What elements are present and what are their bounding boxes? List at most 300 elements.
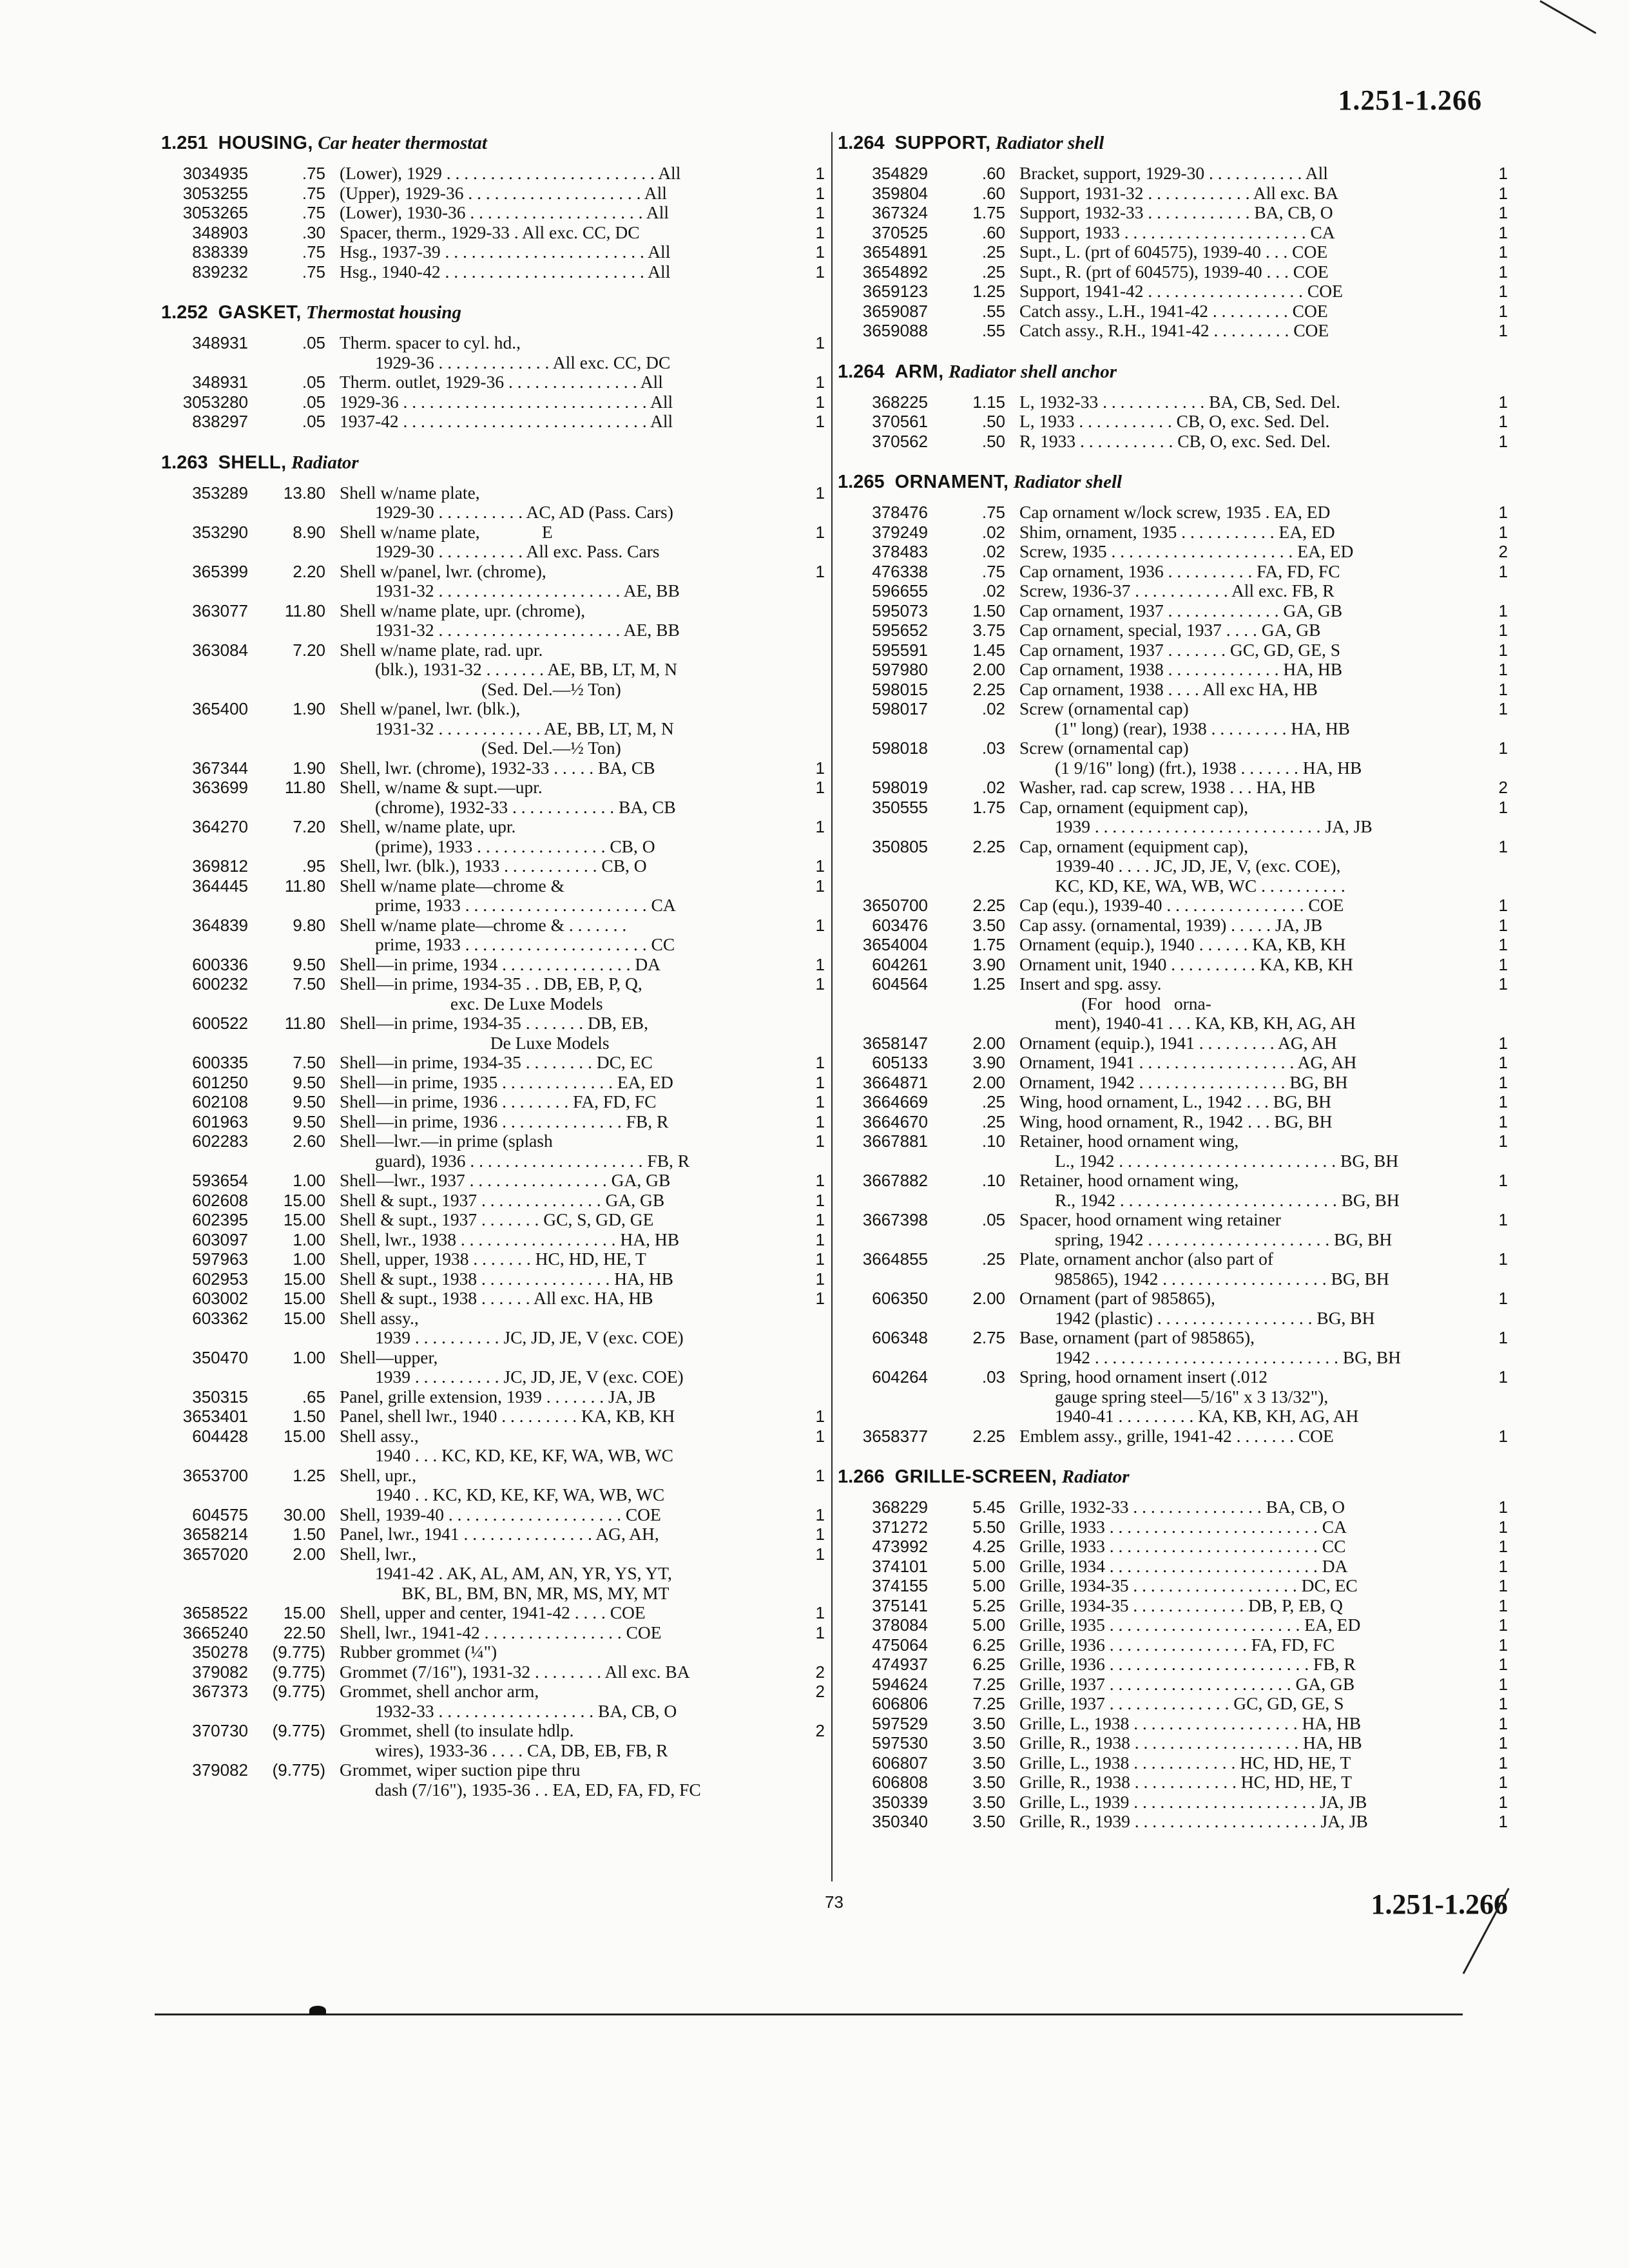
quantity: 1 xyxy=(1498,1674,1508,1694)
part-number: 353289 xyxy=(192,483,248,503)
part-number: 603362 xyxy=(192,1308,248,1328)
bottom-rule xyxy=(155,2013,1463,2015)
part-number: 838297 xyxy=(192,412,248,431)
list-price: 1.15 xyxy=(972,392,1005,412)
list-price: .25 xyxy=(981,262,1005,282)
part-number: 350555 xyxy=(872,797,928,817)
part-number: 597980 xyxy=(872,660,928,679)
quantity: 1 xyxy=(1498,321,1508,340)
part-description: Shell assy., 1939 . . . . . . . . . . JC, JD, JE, V (exc. COE) xyxy=(340,1307,684,1347)
parts-row xyxy=(161,1014,825,1053)
part-description: Shell w/panel, lwr. (blk.), 1931-32 . . . . . . . . . . . . AE, BB, LT, M, N (Sed. Del.—½ Ton) xyxy=(340,698,674,758)
list-price: .03 xyxy=(981,1367,1005,1387)
quantity: 1 xyxy=(1498,640,1508,660)
quantity: 1 xyxy=(1498,222,1508,242)
parts-row xyxy=(161,1289,825,1309)
part-description: Screw (ornamental cap) (1" long) (rear), 1938 . . . . . . . . . HA, HB xyxy=(1019,698,1351,738)
part-number: 3667882 xyxy=(862,1171,928,1190)
parts-row xyxy=(161,876,825,916)
quantity: 1 xyxy=(815,1053,825,1072)
part-description: Shell & supt., 1938 . . . . . . . . . . . . . . . HA, HB xyxy=(340,1268,673,1289)
parts-row xyxy=(161,817,825,856)
list-price: 1.50 xyxy=(972,601,1005,620)
part-number: 3667881 xyxy=(862,1131,928,1151)
list-price: 6.25 xyxy=(972,1655,1005,1674)
part-number: 363084 xyxy=(192,640,248,660)
part-number: 600522 xyxy=(192,1014,248,1033)
parts-row xyxy=(838,1073,1508,1093)
part-number: 598017 xyxy=(872,699,928,718)
parts-row xyxy=(838,1092,1508,1112)
scan-corner-mark xyxy=(1539,0,1596,34)
parts-row xyxy=(161,1760,825,1800)
part-number: 3664670 xyxy=(862,1111,928,1131)
part-description: Wing, hood ornament, R., 1942 . . . BG, BH xyxy=(1019,1111,1333,1131)
list-price: 5.45 xyxy=(972,1497,1005,1517)
list-price: .30 xyxy=(302,222,325,242)
catalog-section xyxy=(161,448,825,1800)
part-number: 598019 xyxy=(872,778,928,797)
part-description: Support, 1933 . . . . . . . . . . . . . . . . . . . . . CA xyxy=(1019,222,1335,242)
parts-row xyxy=(838,1328,1508,1367)
part-number: 350278 xyxy=(192,1642,248,1662)
list-price: 8.90 xyxy=(293,522,325,542)
list-price: 1.50 xyxy=(293,1407,325,1426)
parts-row xyxy=(838,203,1508,223)
part-number: 605133 xyxy=(872,1053,928,1072)
part-number: 597963 xyxy=(192,1249,248,1269)
quantity: 1 xyxy=(815,1072,825,1092)
list-price: 9.50 xyxy=(293,1111,325,1131)
quantity: 1 xyxy=(815,1210,825,1229)
part-description: Shell w/panel, lwr. (chrome), 1931-32 . . . . . . . . . . . . . . . . . . . . . AE, BB xyxy=(340,561,680,601)
quantity: 1 xyxy=(1498,896,1508,915)
part-description: (Lower), 1929 . . . . . . . . . . . . . . . . . . . . . . . . All xyxy=(340,163,681,183)
part-number: 3659123 xyxy=(862,282,928,301)
list-price: 3.50 xyxy=(972,1753,1005,1773)
part-number: 474937 xyxy=(872,1655,928,1674)
quantity: 1 xyxy=(1498,412,1508,431)
part-description: Shell w/name plate, E 1929-30 . . . . . . . . . . All exc. Pass. Cars xyxy=(340,521,660,561)
list-price: .60 xyxy=(981,164,1005,183)
part-description: Hsg., 1940-42 . . . . . . . . . . . . . . . . . . . . . . . All xyxy=(340,261,671,282)
part-number: 602283 xyxy=(192,1131,248,1151)
part-number: 3650700 xyxy=(862,896,928,915)
page-number: 73 xyxy=(825,1892,843,1912)
part-description: Grommet, shell (to insulate hdlp. wires), 1933-36 . . . . CA, DB, EB, FB, R xyxy=(340,1720,668,1760)
quantity: 1 xyxy=(1498,1517,1508,1537)
parts-row xyxy=(161,1544,825,1604)
quantity: 1 xyxy=(1498,1733,1508,1753)
parts-row xyxy=(838,1675,1508,1695)
part-description: Wing, hood ornament, L., 1942 . . . BG, BH xyxy=(1019,1091,1331,1111)
list-price: 11.80 xyxy=(284,778,325,797)
quantity: 1 xyxy=(815,1229,825,1249)
list-price: 15.00 xyxy=(283,1308,325,1328)
list-price: (9.775) xyxy=(272,1662,325,1682)
part-description: Shim, ornament, 1935 . . . . . . . . . . . EA, ED xyxy=(1019,521,1335,542)
list-price: 6.25 xyxy=(972,1635,1005,1655)
part-number: 363077 xyxy=(192,601,248,620)
part-description: Shell—in prime, 1936 . . . . . . . . FA, FD, FC xyxy=(340,1091,657,1111)
part-number: 370730 xyxy=(192,1721,248,1740)
part-description: Catch assy., R.H., 1941-42 . . . . . . . . . COE xyxy=(1019,320,1329,340)
section-title xyxy=(161,448,825,477)
list-price: 3.50 xyxy=(972,1812,1005,1831)
part-description: Support, 1941-42 . . . . . . . . . . . . . . . . . . COE xyxy=(1019,281,1343,301)
list-price: .25 xyxy=(981,1249,1005,1269)
part-description: Shell assy., 1940 . . . KC, KD, KE, KF, WA, WB, WC xyxy=(340,1425,674,1465)
catalog-section xyxy=(838,129,1508,341)
parts-row xyxy=(838,1615,1508,1635)
list-price: 3.75 xyxy=(972,620,1005,640)
page-range-footer: 1.251-1.266 xyxy=(1371,1888,1508,1920)
parts-row xyxy=(161,1505,825,1525)
list-price: .10 xyxy=(981,1171,1005,1190)
list-price: 2.75 xyxy=(972,1328,1005,1347)
part-number: 368229 xyxy=(872,1497,928,1517)
list-price: 15.00 xyxy=(283,1603,325,1622)
quantity: 1 xyxy=(815,1544,825,1564)
part-description: Cap ornament, 1936 . . . . . . . . . . FA, FD, FC xyxy=(1019,561,1340,581)
part-description: (Lower), 1930-36 . . . . . . . . . . . . . . . . . . . . All xyxy=(340,202,669,222)
part-description: Catch assy., L.H., 1941-42 . . . . . . . . . COE xyxy=(1019,300,1328,321)
list-price: .55 xyxy=(981,321,1005,340)
list-price: 9.50 xyxy=(293,1072,325,1092)
parts-row xyxy=(838,1655,1508,1675)
part-description: Cap ornament, 1938 . . . . . . . . . . . . . HA, HB xyxy=(1019,659,1343,679)
catalog-section xyxy=(838,358,1508,452)
part-description: Panel, shell lwr., 1940 . . . . . . . . . KA, KB, KH xyxy=(340,1406,675,1426)
catalog-section xyxy=(161,129,825,282)
part-description: Ornament (part of 985865), 1942 (plastic) . . . . . . . . . . . . . . . . . . BG, BH xyxy=(1019,1288,1375,1328)
part-number: 601250 xyxy=(192,1072,248,1092)
part-number: 3659087 xyxy=(862,301,928,321)
part-description: Shell & supt., 1938 . . . . . . All exc. HA, HB xyxy=(340,1288,653,1308)
part-number: 473992 xyxy=(872,1537,928,1556)
part-description: Shell, lwr., 1938 . . . . . . . . . . . . . . . . . . HA, HB xyxy=(340,1229,680,1249)
parts-row xyxy=(161,974,825,1014)
part-description: Therm. outlet, 1929-36 . . . . . . . . . . . . . . . All xyxy=(340,372,663,392)
quantity: 1 xyxy=(815,222,825,242)
part-description: Cap ornament, special, 1937 . . . . GA, GB xyxy=(1019,620,1321,640)
parts-row xyxy=(161,392,825,412)
list-price: 1.45 xyxy=(972,640,1005,660)
quantity: 1 xyxy=(815,1269,825,1289)
quantity: 1 xyxy=(1498,679,1508,699)
part-description: Shell w/name plate, rad. upr. (blk.), 1931-32 . . . . . . . AE, BB, LT, M, N (Sed. Del.—½ Ton) xyxy=(340,639,678,699)
parts-row xyxy=(838,1733,1508,1753)
quantity: 1 xyxy=(815,412,825,431)
list-price: .02 xyxy=(981,778,1005,797)
parts-row xyxy=(838,542,1508,562)
parts-row xyxy=(838,974,1508,1033)
part-description: Shell w/name plate—chrome & prime, 1933 . . . . . . . . . . . . . . . . . . . . . CA xyxy=(340,875,676,915)
part-description: Ornament (equip.), 1940 . . . . . . KA, KB, KH xyxy=(1019,934,1346,954)
part-description: Shell—upper, 1939 . . . . . . . . . . JC, JD, JE, V (exc. COE) xyxy=(340,1347,684,1387)
part-number: 602953 xyxy=(192,1269,248,1289)
parts-row xyxy=(838,1694,1508,1714)
quantity: 1 xyxy=(1498,503,1508,522)
parts-row xyxy=(161,1191,825,1211)
part-number: 604261 xyxy=(872,954,928,974)
part-number: 3053265 xyxy=(182,203,248,222)
parts-row xyxy=(838,164,1508,184)
catalog-section xyxy=(838,468,1508,1446)
part-number: 368225 xyxy=(872,392,928,412)
parts-row xyxy=(838,1289,1508,1328)
quantity: 1 xyxy=(1498,242,1508,262)
part-description: Shell, lwr. (chrome), 1932-33 . . . . . BA, CB xyxy=(340,757,655,778)
parts-row xyxy=(838,581,1508,601)
part-description: Panel, lwr., 1941 . . . . . . . . . . . . . . . AG, AH, xyxy=(340,1524,659,1544)
quantity: 2 xyxy=(1498,778,1508,797)
quantity: 1 xyxy=(1498,1576,1508,1595)
section-name: SUPPORT, xyxy=(894,133,991,153)
parts-row xyxy=(161,184,825,204)
part-description: Hsg., 1937-39 . . . . . . . . . . . . . . . . . . . . . . . All xyxy=(340,242,671,262)
section-title xyxy=(838,1463,1508,1491)
list-price: 3.50 xyxy=(972,1773,1005,1792)
part-description: Grille, R., 1938 . . . . . . . . . . . . . . . . . . . HA, HB xyxy=(1019,1733,1362,1753)
quantity: 1 xyxy=(815,1407,825,1426)
quantity: 1 xyxy=(1498,164,1508,183)
part-number: 359804 xyxy=(872,183,928,203)
quantity: 1 xyxy=(1498,1753,1508,1773)
part-number: 363699 xyxy=(192,778,248,797)
list-price: 9.50 xyxy=(293,954,325,974)
quantity: 1 xyxy=(815,333,825,352)
parts-row xyxy=(161,523,825,562)
part-number: 600232 xyxy=(192,974,248,994)
parts-row xyxy=(161,758,825,778)
part-number: 3664855 xyxy=(862,1249,928,1269)
parts-row xyxy=(161,262,825,282)
part-description: 1937-42 . . . . . . . . . . . . . . . . . . . . . . . . . . . . All xyxy=(340,411,673,431)
part-description: Grille, 1937 . . . . . . . . . . . . . . . . . . . . . GA, GB xyxy=(1019,1673,1355,1694)
part-number: 596655 xyxy=(872,581,928,601)
part-number: 375141 xyxy=(872,1595,928,1615)
quantity: 1 xyxy=(1498,1171,1508,1190)
quantity: 1 xyxy=(815,203,825,222)
part-number: 3654892 xyxy=(862,262,928,282)
quantity: 1 xyxy=(815,164,825,183)
part-number: 3667398 xyxy=(862,1210,928,1229)
list-price: 2.25 xyxy=(972,836,1005,856)
list-price: 1.00 xyxy=(293,1229,325,1249)
part-description: Grommet, shell anchor arm, 1932-33 . . . . . . . . . . . . . . . . . . BA, CB, O xyxy=(340,1681,677,1721)
part-number: 594624 xyxy=(872,1674,928,1694)
quantity: 1 xyxy=(1498,1328,1508,1347)
parts-row xyxy=(838,1171,1508,1210)
part-description: Cap, ornament (equipment cap), 1939 . . . . . . . . . . . . . . . . . . . . . . . . . . JA, JB xyxy=(1019,796,1373,836)
part-description: Shell—lwr., 1937 . . . . . . . . . . . . . . . . GA, GB xyxy=(340,1170,671,1190)
part-description: Cap assy. (ornamental, 1939) . . . . . JA, JB xyxy=(1019,914,1323,935)
part-number: 370562 xyxy=(872,431,928,451)
list-price: 1.25 xyxy=(972,282,1005,301)
list-price: 15.00 xyxy=(283,1190,325,1210)
list-price: 2.60 xyxy=(293,1131,325,1151)
part-number: 597530 xyxy=(872,1733,928,1753)
part-description: Shell—in prime, 1934 . . . . . . . . . . . . . . . DA xyxy=(340,954,661,974)
section-name: GRILLE-SCREEN, xyxy=(894,1466,1057,1487)
part-number: 604564 xyxy=(872,974,928,994)
part-description: Ornament, 1942 . . . . . . . . . . . . . . . . . BG, BH xyxy=(1019,1072,1348,1092)
list-price: .65 xyxy=(302,1387,325,1407)
part-number: 606806 xyxy=(872,1694,928,1713)
list-price: 2.00 xyxy=(972,1033,1005,1053)
part-description: Ornament, 1941 . . . . . . . . . . . . . . . . . . AG, AH xyxy=(1019,1052,1357,1072)
quantity: 1 xyxy=(815,1289,825,1308)
section-name: GASKET, xyxy=(218,302,302,323)
list-price: .25 xyxy=(981,1092,1005,1111)
quantity: 1 xyxy=(1498,1131,1508,1151)
list-price: .55 xyxy=(981,301,1005,321)
part-number: 3658147 xyxy=(862,1033,928,1053)
parts-row xyxy=(161,483,825,523)
list-price: .25 xyxy=(981,1111,1005,1131)
quantity: 1 xyxy=(815,1504,825,1524)
quantity: 1 xyxy=(1498,1556,1508,1576)
parts-row xyxy=(838,1427,1508,1446)
part-number: 379249 xyxy=(872,522,928,542)
part-description: Shell—in prime, 1934-35 . . DB, EB, P, Q, exc. De Luxe Models xyxy=(340,974,642,1014)
parts-row xyxy=(838,523,1508,543)
list-price: .05 xyxy=(302,372,325,392)
parts-row xyxy=(161,601,825,640)
part-description: Shell & supt., 1937 . . . . . . . . . . . . . . GA, GB xyxy=(340,1189,665,1210)
section-title xyxy=(161,298,825,327)
parts-row xyxy=(161,916,825,955)
parts-row xyxy=(838,1557,1508,1577)
parts-row xyxy=(161,242,825,262)
part-description: Shell, upr., 1940 . . KC, KD, KE, KF, WA, WB, WC xyxy=(340,1465,665,1504)
parts-row xyxy=(161,699,825,758)
quantity: 1 xyxy=(815,242,825,262)
part-number: 3053280 xyxy=(182,392,248,412)
section-subtitle: Radiator shell xyxy=(1013,472,1123,492)
quantity: 1 xyxy=(1498,1210,1508,1229)
part-number: 3658522 xyxy=(182,1603,248,1622)
list-price: .75 xyxy=(302,242,325,262)
parts-row xyxy=(838,916,1508,936)
quantity: 2 xyxy=(815,1682,825,1701)
part-number: 365399 xyxy=(192,561,248,581)
section-number: 1.265 xyxy=(838,472,885,492)
quantity: 1 xyxy=(815,1171,825,1190)
part-number: 595652 xyxy=(872,620,928,640)
section-subtitle: Car heater thermostat xyxy=(318,133,487,153)
part-number: 600336 xyxy=(192,954,248,974)
list-price: .75 xyxy=(302,262,325,282)
part-number: 600335 xyxy=(192,1053,248,1072)
parts-row xyxy=(838,223,1508,243)
list-price: .50 xyxy=(981,431,1005,451)
part-description: Emblem assy., grille, 1941-42 . . . . . . . COE xyxy=(1019,1425,1334,1446)
part-number: 603097 xyxy=(192,1229,248,1249)
part-number: 364839 xyxy=(192,915,248,935)
part-description: Shell, upper and center, 1941-42 . . . . COE xyxy=(340,1602,646,1622)
quantity: 1 xyxy=(1498,203,1508,222)
part-description: Shell—in prime, 1935 . . . . . . . . . . . . . EA, ED xyxy=(340,1072,673,1092)
part-number: 350315 xyxy=(192,1387,248,1407)
part-description: Screw, 1936-37 . . . . . . . . . . . All exc. FB, R xyxy=(1019,581,1335,601)
part-number: 3664871 xyxy=(862,1072,928,1092)
quantity: 1 xyxy=(1498,522,1508,542)
quantity: 1 xyxy=(1498,1537,1508,1556)
quantity: 1 xyxy=(1498,738,1508,758)
parts-row xyxy=(161,372,825,392)
part-description: Washer, rad. cap screw, 1938 . . . HA, HB xyxy=(1019,777,1316,797)
part-description: Grille, L., 1938 . . . . . . . . . . . . HC, HD, HE, T xyxy=(1019,1752,1351,1773)
quantity: 1 xyxy=(1498,935,1508,954)
list-price: 1.00 xyxy=(293,1249,325,1269)
list-price: .05 xyxy=(302,392,325,412)
part-description: Grille, L., 1939 . . . . . . . . . . . . . . . . . . . . . JA, JB xyxy=(1019,1791,1367,1812)
quantity: 2 xyxy=(815,1662,825,1682)
section-subtitle: Radiator xyxy=(291,452,359,473)
quantity: 1 xyxy=(1498,1773,1508,1792)
quantity: 1 xyxy=(1498,601,1508,620)
quantity: 1 xyxy=(1498,1289,1508,1308)
part-number: 606807 xyxy=(872,1753,928,1773)
list-price: 2.00 xyxy=(972,1072,1005,1092)
part-description: Grille, 1936 . . . . . . . . . . . . . . . . FA, FD, FC xyxy=(1019,1634,1335,1655)
quantity: 1 xyxy=(815,183,825,203)
parts-row xyxy=(161,1524,825,1544)
list-price: 1.00 xyxy=(293,1347,325,1367)
part-number: 3034935 xyxy=(182,164,248,183)
list-price: 5.25 xyxy=(972,1595,1005,1615)
list-price: 5.00 xyxy=(972,1576,1005,1595)
parts-row xyxy=(161,203,825,223)
part-description: (Upper), 1929-36 . . . . . . . . . . . . . . . . . . . . All xyxy=(340,182,667,203)
part-number: 3665240 xyxy=(182,1622,248,1642)
part-description: Bracket, support, 1929-30 . . . . . . . . . . . All xyxy=(1019,163,1328,183)
list-price: 1.50 xyxy=(293,1524,325,1544)
part-number: 602108 xyxy=(192,1092,248,1111)
list-price: 2.00 xyxy=(293,1544,325,1564)
left-column xyxy=(161,129,825,1816)
parts-row xyxy=(838,1053,1508,1073)
part-description: Grille, R., 1938 . . . . . . . . . . . . HC, HD, HE, T xyxy=(1019,1772,1352,1792)
list-price: (9.775) xyxy=(272,1760,325,1780)
list-price: 22.50 xyxy=(283,1622,325,1642)
part-number: 365400 xyxy=(192,699,248,718)
part-description: Spacer, hood ornament wing retainer spring, 1942 . . . . . . . . . . . . . . . . . . . . . BG, BH xyxy=(1019,1209,1393,1249)
list-price: 5.50 xyxy=(972,1517,1005,1537)
parts-row xyxy=(838,1131,1508,1171)
part-description: Cap (equ.), 1939-40 . . . . . . . . . . . . . . . . COE xyxy=(1019,895,1344,915)
section-number: 1.251 xyxy=(161,133,208,153)
part-number: 350470 xyxy=(192,1347,248,1367)
part-number: 374155 xyxy=(872,1576,928,1595)
list-price: 15.00 xyxy=(283,1426,325,1446)
part-description: Therm. spacer to cyl. hd., 1929-36 . . . . . . . . . . . . . All exc. CC, DC xyxy=(340,332,671,372)
quantity: 1 xyxy=(1498,1072,1508,1092)
parts-row xyxy=(161,1269,825,1289)
quantity: 2 xyxy=(815,1721,825,1740)
parts-row xyxy=(838,1596,1508,1616)
part-number: 348931 xyxy=(192,372,248,392)
section-title xyxy=(838,468,1508,496)
section-subtitle: Thermostat housing xyxy=(306,302,461,323)
list-price: 2.25 xyxy=(972,679,1005,699)
parts-row xyxy=(838,837,1508,896)
list-price: .10 xyxy=(981,1131,1005,1151)
parts-row xyxy=(838,432,1508,452)
section-subtitle: Radiator xyxy=(1061,1466,1130,1487)
